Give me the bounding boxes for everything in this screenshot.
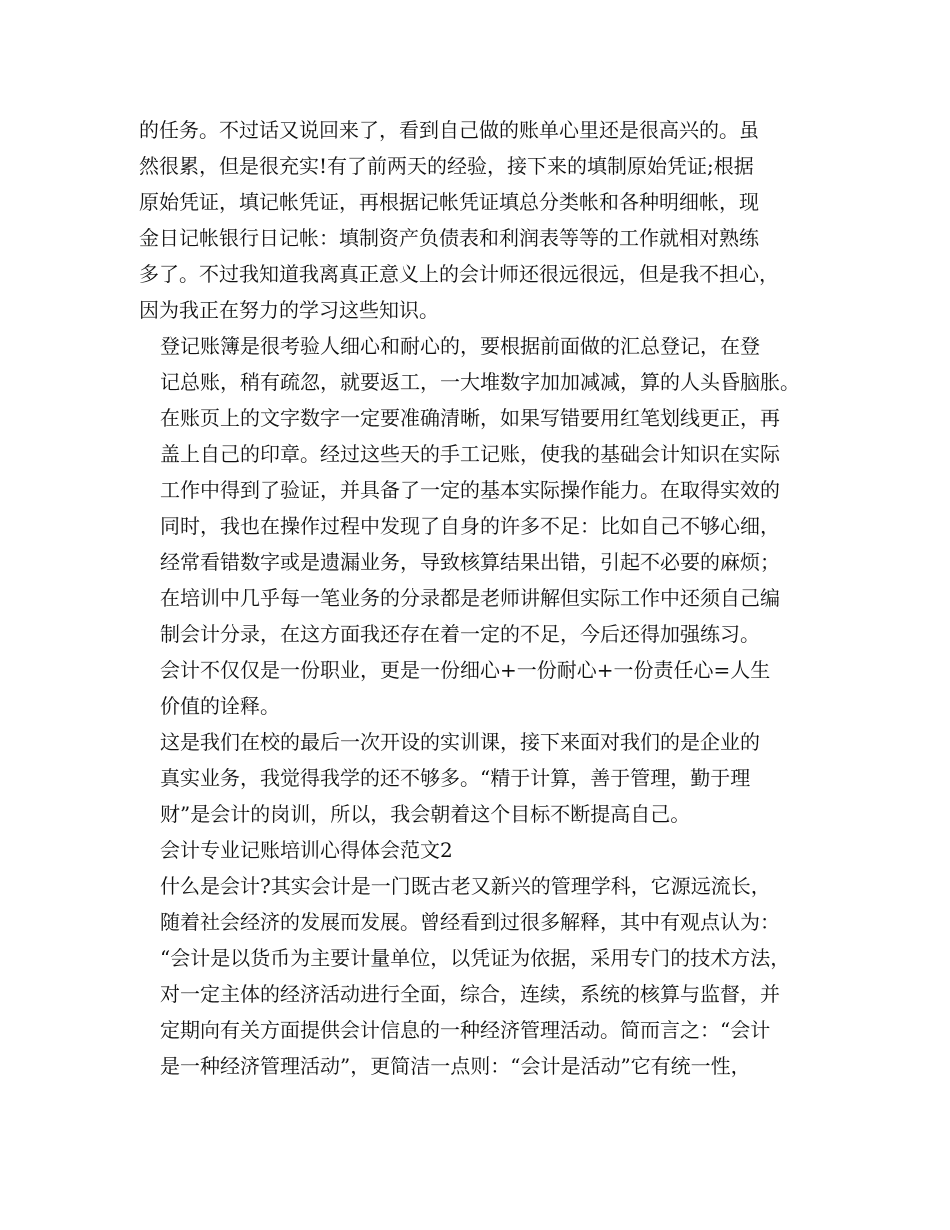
text-line: 真实业务，我觉得我学的还不够多。“精于计算，善于管理，勤于理 — [160, 766, 751, 790]
text-line: 定期向有关方面提供会计信息的一种经济管理活动。简而言之：“会计 — [160, 1018, 771, 1042]
text-line: 这是我们在校的最后一次开设的实训课，接下来面对我们的是企业的 — [160, 730, 760, 754]
paragraph — [139, 868, 815, 1084]
paragraph — [139, 724, 815, 832]
text-line: 随着社会经济的发展而发展。曾经看到过很多解释，其中有观点认为： — [160, 910, 780, 934]
text-line: 多了。不过我知道我离真正意义上的会计师还很远很远，但是我不担心， — [139, 262, 779, 286]
text-line: 经常看错数字或是遗漏业务，导致核算结果出错，引起不必要的麻烦； — [160, 550, 780, 574]
text-line: 的任务。不过话又说回来了，看到自己做的账单心里还是很高兴的。虽 — [139, 118, 759, 142]
text-line: 价值的诠释。 — [160, 694, 280, 718]
text-line: 会计专业记账培训心得体会范文2 — [160, 838, 453, 862]
text-line: 是一种经济管理活动”，更简洁一点则：“会计是活动”它有统一性， — [160, 1054, 751, 1078]
text-line: 对一定主体的经济活动进行全面，综合，连续，系统的核算与监督，并 — [160, 982, 780, 1006]
text-line: 登记账簿是很考验人细心和耐心的，要根据前面做的汇总登记，在登 — [160, 334, 760, 358]
text-line: 因为我正在努力的学习这些知识。 — [139, 298, 439, 322]
text-line: 记总账，稍有疏忽，就要返工，一大堆数字加加减减，算的人头昏脑胀。 — [160, 370, 800, 394]
text-line: 金日记帐银行日记帐：填制资产负债表和利润表等等的工作就相对熟练 — [139, 226, 759, 250]
text-line: 盖上自己的印章。经过这些天的手工记账，使我的基础会计知识在实际 — [160, 442, 780, 466]
text-line: 在培训中几乎每一笔业务的分录都是老师讲解但实际工作中还须自己编 — [160, 586, 780, 610]
text-line: 财”是会计的岗训，所以，我会朝着这个目标不断提高自己。 — [160, 802, 691, 826]
text-line: 原始凭证，填记帐凭证，再根据记帐凭证填总分类帐和各种明细帐，现 — [139, 190, 759, 214]
text-line: 制会计分录，在这方面我还存在着一定的不足，今后还得加强练习。 — [160, 622, 760, 646]
paragraph — [139, 328, 815, 652]
text-line: 会计不仅仅是一份职业，更是一份细心+一份耐心+一份责任心=人生 — [160, 658, 771, 682]
paragraph — [139, 652, 815, 724]
text-line: “会计是以货币为主要计量单位，以凭证为依据，采用专门的技术方法， — [160, 946, 791, 970]
document-body — [139, 112, 815, 1084]
text-line: 同时，我也在操作过程中发现了自身的许多不足：比如自己不够心细， — [160, 514, 780, 538]
paragraph — [139, 112, 815, 328]
text-line: 什么是会计?其实会计是一门既古老又新兴的管理学科，它源远流长， — [160, 874, 771, 898]
paragraph — [139, 832, 815, 868]
text-line: 工作中得到了验证，并具备了一定的基本实际操作能力。在取得实效的 — [160, 478, 780, 502]
text-line: 在账页上的文字数字一定要准确清晰，如果写错要用红笔划线更正，再 — [160, 406, 780, 430]
text-line: 然很累，但是很充实!有了前两天的经验，接下来的填制原始凭证;根据 — [139, 154, 754, 178]
